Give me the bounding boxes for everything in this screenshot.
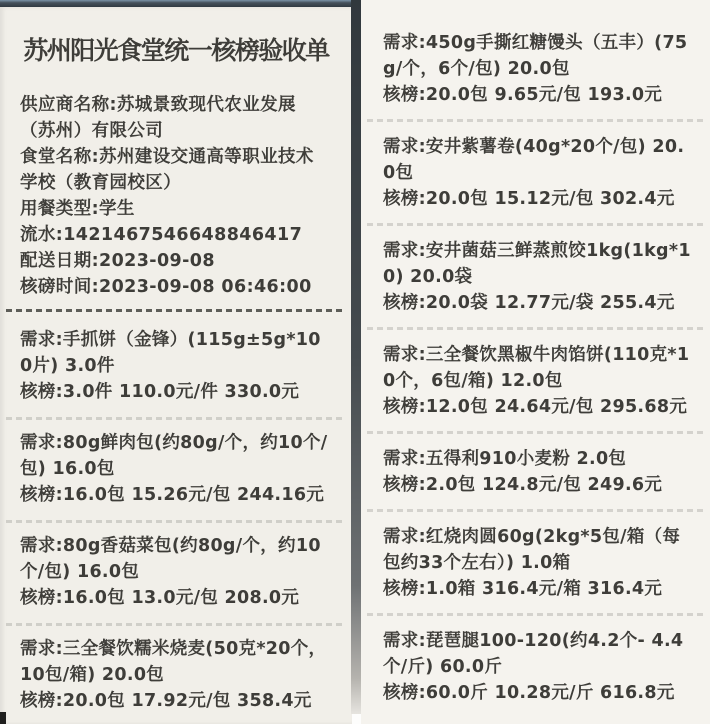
receipt-title: 苏州阳光食堂统一核榜验收单 <box>23 36 329 65</box>
item-check-line: 核榜:20.0袋 12.77元/袋 255.4元 <box>383 293 675 313</box>
receipt-item <box>20 533 328 611</box>
receipt-item <box>20 636 328 714</box>
faint-dashed-separator <box>367 119 704 122</box>
item-demand-line: 需求:80g鲜肉包(约80g/个，约10个/包) 16.0包 <box>20 432 328 479</box>
faint-dashed-separator <box>6 623 346 626</box>
item-demand-line: 需求:450g手撕红糖馒头（五丰）(75g/个，6个/包) 20.0包 <box>383 33 688 79</box>
item-demand-line: 需求:三全餐饮糯米烧麦(50克*20个，10包/箱) 20.0包 <box>20 638 327 685</box>
receipt-item <box>383 446 693 498</box>
faint-dashed-separator <box>367 223 704 226</box>
supplier-line: 供应商名称:苏城景致现代农业发展（苏州）有限公司 <box>20 94 296 141</box>
item-demand-line: 需求:三全餐饮黑椒牛肉馅饼(110克*10个，6包/箱) 12.0包 <box>383 345 690 391</box>
item-check-line: 核榜:16.0包 15.26元/包 244.16元 <box>20 484 325 505</box>
item-check-line: 核榜:16.0包 13.0元/包 208.0元 <box>20 587 300 608</box>
delivery-date-line: 配送日期:2023-09-08 <box>20 250 215 271</box>
receipt-item <box>383 134 693 212</box>
canteen-line: 食堂名称:苏州建设交通高等职业技术学校（教育园校区） <box>20 146 314 193</box>
meal-type-line: 用餐类型:学生 <box>20 198 135 219</box>
scan-top-edge <box>0 0 361 7</box>
item-check-line: 核榜:2.0包 124.8元/包 249.6元 <box>383 475 663 495</box>
receipt-header <box>20 92 322 300</box>
item-demand-line: 需求:安井菌菇三鲜蒸煎饺1kg(1kg*10) 20.0袋 <box>383 241 691 287</box>
scan-corner-mark <box>0 712 6 724</box>
item-demand-line: 需求:80g香菇菜包(约80g/个，约10个/包) 16.0包 <box>20 535 321 582</box>
item-check-line: 核榜:20.0包 17.92元/包 358.4元 <box>20 690 312 711</box>
receipt-item <box>20 430 328 508</box>
item-demand-line: 需求:红烧肉圆60g(2kg*5包/箱（每包约33个左右）) 1.0箱 <box>383 527 681 573</box>
receipt-item <box>383 342 693 420</box>
dashed-separator <box>6 309 346 312</box>
receipt-item <box>383 30 693 108</box>
item-check-line: 核榜:3.0件 110.0元/件 330.0元 <box>20 381 300 402</box>
strip-gap-shadow <box>351 0 361 714</box>
receipt-item <box>383 524 693 602</box>
item-check-line: 核榜:1.0箱 316.4元/箱 316.4元 <box>383 579 663 599</box>
faint-dashed-separator <box>6 417 346 420</box>
faint-dashed-separator <box>367 431 704 434</box>
item-check-line: 核榜:60.0斤 10.28元/斤 616.8元 <box>383 683 675 703</box>
right-receipt-strip <box>361 0 710 724</box>
weigh-time-line: 核磅时间:2023-09-08 06:46:00 <box>20 276 312 297</box>
item-check-line: 核榜:20.0包 9.65元/包 193.0元 <box>383 85 663 105</box>
faint-dashed-separator <box>6 520 346 523</box>
serial-line: 流水:1421467546648846417 <box>20 224 303 245</box>
faint-dashed-separator <box>367 509 704 512</box>
item-demand-line: 需求:手抓饼（金锋）(115g±5g*100片) 3.0件 <box>20 329 321 376</box>
receipt-item <box>383 238 693 316</box>
item-demand-line: 需求:琵琶腿100-120(约4.2个- 4.4个/斤) 60.0斤 <box>383 631 684 677</box>
item-demand-line: 需求:安井紫薯卷(40g*20个/包) 20.0包 <box>383 137 685 183</box>
left-receipt-strip <box>0 7 352 724</box>
item-check-line: 核榜:20.0包 15.12元/包 302.4元 <box>383 189 675 209</box>
item-demand-line: 需求:五得利910小麦粉 2.0包 <box>383 449 627 469</box>
item-check-line: 核榜:12.0包 24.64元/包 295.68元 <box>383 397 688 417</box>
receipt-item <box>20 327 328 405</box>
faint-dashed-separator <box>367 613 704 616</box>
receipt-item <box>383 628 693 706</box>
faint-dashed-separator <box>367 327 704 330</box>
